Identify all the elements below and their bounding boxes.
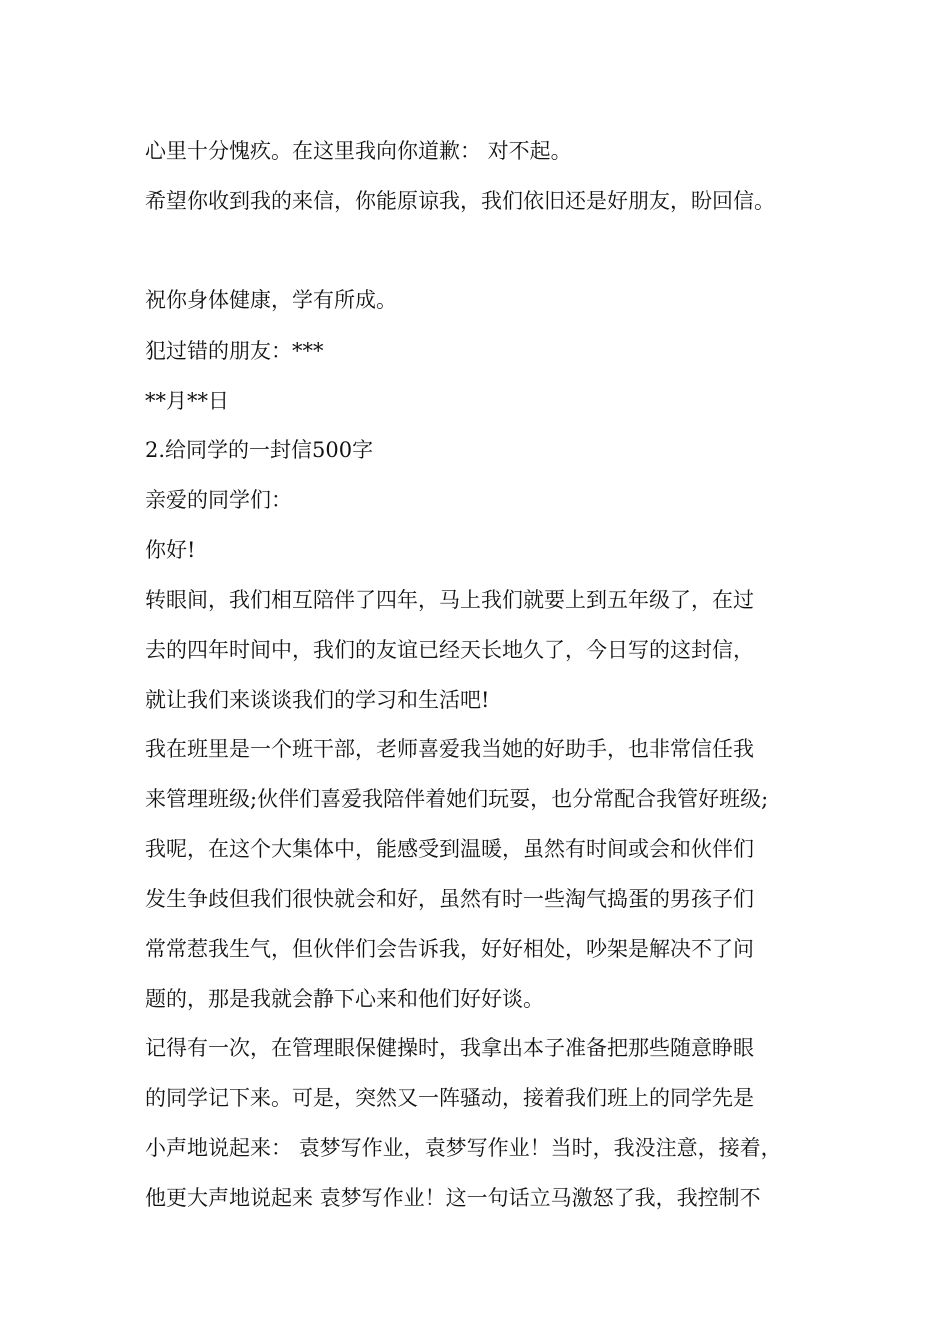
text-line: 题的，那是我就会静下心来和他们好好谈。 bbox=[145, 987, 544, 1011]
text-line: 犯过错的朋友：*** bbox=[145, 339, 324, 363]
text-line: 心里十分愧疚。在这里我向你道歉： 对不起。 bbox=[145, 139, 572, 163]
text-line: 的同学记下来。可是，突然又一阵骚动，接着我们班上的同学先是 bbox=[145, 1086, 754, 1110]
section-heading: 2.给同学的一封信500字 bbox=[145, 438, 374, 462]
text-line: 亲爱的同学们： bbox=[145, 488, 292, 512]
text-line: 转眼间，我们相互陪伴了四年，马上我们就要上到五年级了，在过 bbox=[145, 588, 754, 612]
text-line: 小声地说起来： 袁梦写作业，袁梦写作业！当时，我没注意，接着， bbox=[145, 1136, 782, 1160]
text-line: 他更大声地说起来 袁梦写作业！这一句话立马激怒了我，我控制不 bbox=[145, 1186, 761, 1210]
text-line: **月**日 bbox=[145, 389, 229, 413]
text-line: 去的四年时间中，我们的友谊已经天长地久了，今日写的这封信， bbox=[145, 638, 754, 662]
text-line: 来管理班级;伙伴们喜爱我陪伴着她们玩耍，也分常配合我管好班级; bbox=[145, 787, 769, 811]
text-line: 发生争歧但我们很快就会和好，虽然有时一些淘气捣蛋的男孩子们 bbox=[145, 887, 754, 911]
text-line: 希望你收到我的来信，你能原谅我，我们依旧还是好朋友，盼回信。 bbox=[145, 189, 775, 213]
text-line: 我呢，在这个大集体中，能感受到温暖，虽然有时间或会和伙伴们 bbox=[145, 837, 754, 861]
text-line: 你好! bbox=[145, 538, 196, 562]
text-line: 祝你身体健康，学有所成。 bbox=[145, 288, 397, 312]
text-line: 我在班里是一个班干部，老师喜爱我当她的好助手，也非常信任我 bbox=[145, 737, 754, 761]
text-line: 就让我们来谈谈我们的学习和生活吧! bbox=[145, 688, 490, 712]
text-line: 常常惹我生气，但伙伴们会告诉我，好好相处，吵架是解决不了问 bbox=[145, 937, 754, 961]
text-line: 记得有一次，在管理眼保健操时，我拿出本子准备把那些随意睁眼 bbox=[145, 1036, 754, 1060]
